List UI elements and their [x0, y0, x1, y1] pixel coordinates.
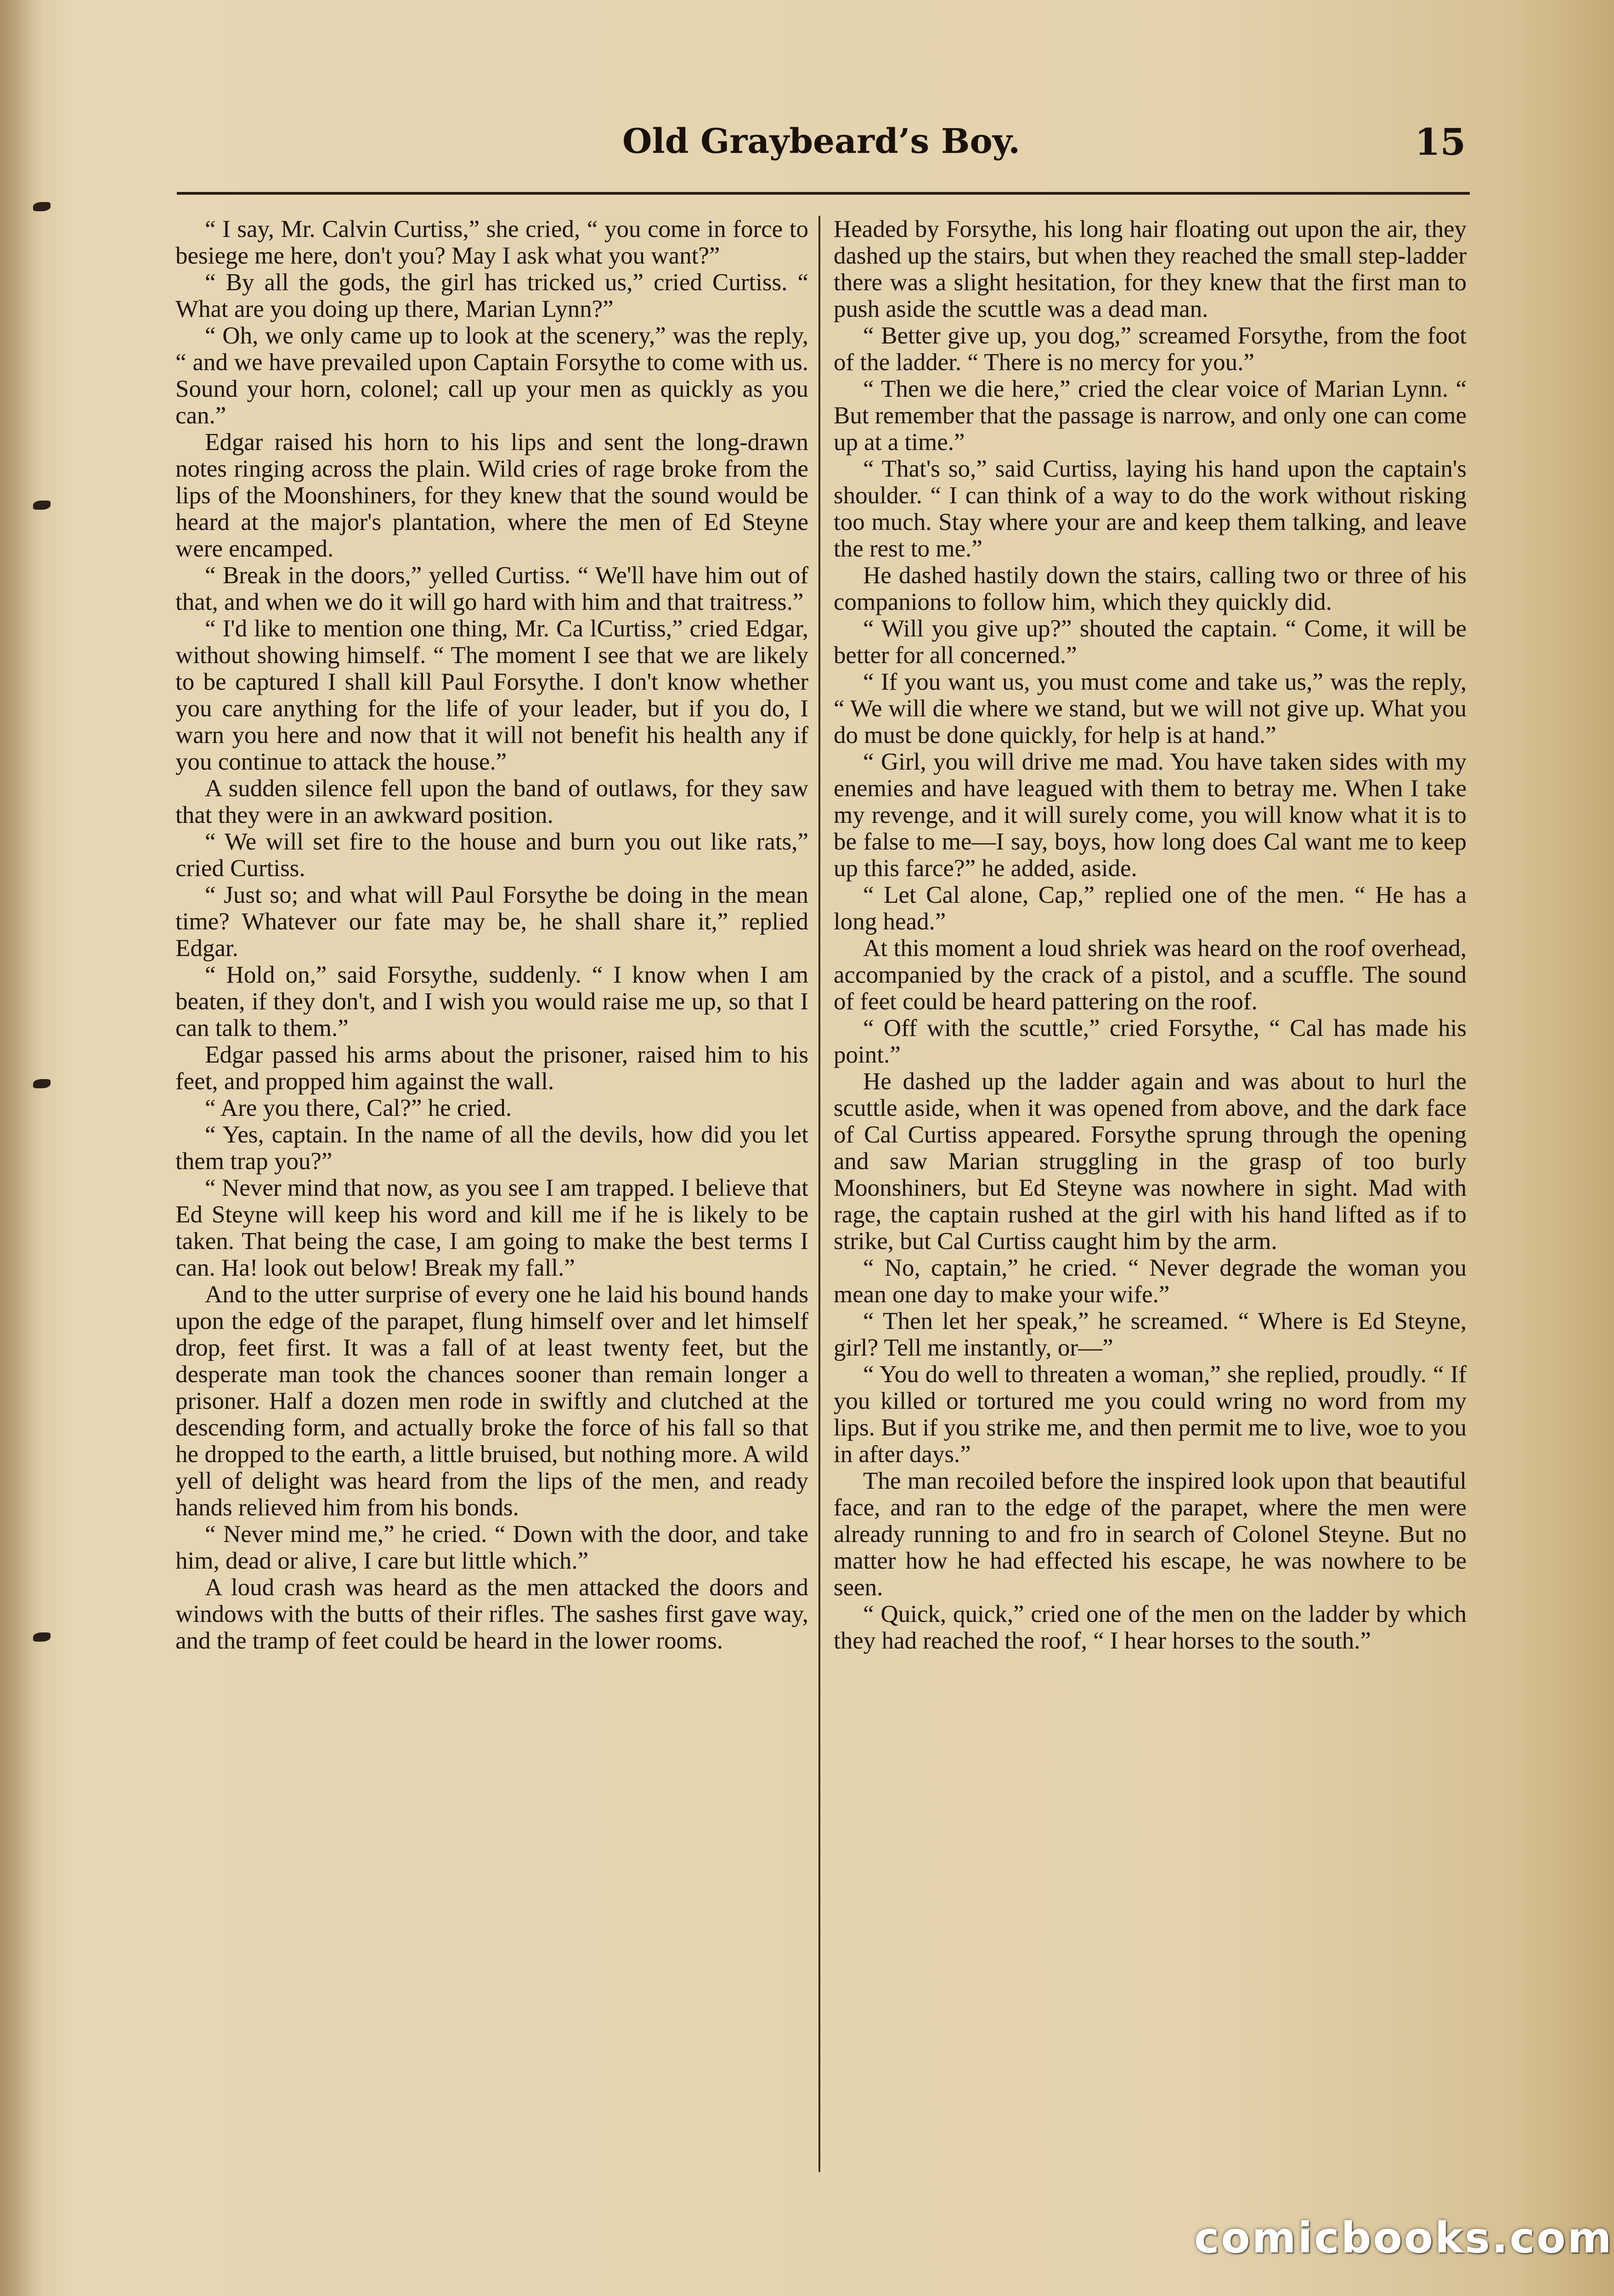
paragraph: “ Yes, captain. In the name of all the devils, how did you let them trap you?”: [175, 1121, 808, 1175]
paragraph: Edgar raised his horn to his lips and sent the long-drawn notes ringing across the plain. Wild cries of rage broke from the lips of the Moonshiners, for they knew that the sound would be heard at the major's plantation, where the men of Ed Steyne were encamped.: [175, 429, 808, 562]
paragraph: “ No, captain,” he cried. “ Never degrade the woman you mean one day to make your wife.”: [834, 1255, 1467, 1308]
paragraph: “ Let Cal alone, Cap,” replied one of the men. “ He has a long head.”: [834, 882, 1467, 935]
header-rule: [177, 192, 1470, 195]
paragraph: “ Never mind me,” he cried. “ Down with the door, and take him, dead or alive, I care but little which.”: [175, 1521, 808, 1574]
binding-stitch: [33, 202, 51, 211]
paragraph: “ Quick, quick,” cried one of the men on the ladder by which they had reached the roof, “ I hear horses to the south.”: [834, 1601, 1467, 1654]
paragraph: And to the utter surprise of every one he laid his bound hands upon the edge of the parapet, flung himself over and let himself drop, feet first. It was a fall of at least twenty feet, but the desperate man took the chances sooner than remain longer a prisoner. Half a dozen men rode in swiftly and clutched at the descending form, and actually broke the force of his fall so that he dropped to the earth, a little bruised, but nothing more. A wild yell of delight was heard from the lips of the men, and ready hands relieved him from his bonds.: [175, 1281, 808, 1521]
page-number: 15: [1415, 120, 1466, 163]
binding-shadow: [0, 0, 44, 2296]
binding-stitch: [33, 1632, 51, 1642]
paragraph: “ Will you give up?” shouted the captain. “ Come, it will be better for all concerned.”: [834, 615, 1467, 669]
paragraph: The man recoiled before the inspired look upon that beautiful face, and ran to the edge of the parapet, where the men were already running to and fro in search of Colonel Steyne. But no matter how he had effected his escape, he was nowhere to be seen.: [834, 1468, 1467, 1601]
paragraph: “ You do well to threaten a woman,” she replied, proudly. “ If you killed or tortured me you could wring no word from my lips. But if you strike me, and then permit me to live, woe to you in after days.”: [834, 1361, 1467, 1468]
column-divider: [818, 216, 820, 2172]
paragraph: Edgar passed his arms about the prisoner, raised him to his feet, and propped him against the wall.: [175, 1041, 808, 1095]
paragraph: He dashed up the ladder again and was about to hurl the scuttle aside, when it was opened from above, and the dark face of Cal Curtiss appeared. Forsythe sprung through the opening and saw Marian struggling in the grasp of too burly Moonshiners, but Ed Steyne was nowhere in sight. Mad with rage, the captain rushed at the girl with his hand lifted as if to strike, but Cal Curtiss caught him by the arm.: [834, 1068, 1467, 1255]
paragraph: At this moment a loud shriek was heard on the roof overhead, accompanied by the crack of a pistol, and a scuffle. The sound of feet could be heard pattering on the roof.: [834, 935, 1467, 1015]
paragraph: “ Better give up, you dog,” screamed Forsythe, from the foot of the ladder. “ There is no mercy for you.”: [834, 322, 1467, 376]
text-column-right: [834, 216, 1467, 1654]
paragraph: “ Are you there, Cal?” he cried.: [205, 1095, 512, 1121]
paragraph: “ I'd like to mention one thing, Mr. Ca lCurtiss,” cried Edgar, without showing himself. “ The moment I see that we are likely to be captured I shall kill Paul Forsythe. I don't know whether you care anything for the life of your leader, but if you do, I warn you here and now that it will not benefit his health any if you continue to attack the house.”: [175, 615, 808, 775]
paragraph: “ Then we die here,” cried the clear voice of Marian Lynn. “ But remember that the passage is narrow, and only one can come up at a time.”: [834, 376, 1467, 456]
paragraph: “ Hold on,” said Forsythe, suddenly. “ I know when I am beaten, if they don't, and I wish you would raise me up, so that I can talk to them.”: [175, 962, 808, 1041]
text-column-left: [175, 216, 808, 1654]
paragraph: He dashed hastily down the stairs, calling two or three of his companions to follow him, which they quickly did.: [834, 562, 1467, 615]
paragraph: “ Girl, you will drive me mad. You have taken sides with my enemies and have leagued with them to betray me. When I take my revenge, and it will surely come, you will know what it is to be false to me—I say, boys, how long does Cal want me to keep up this farce?” he added, aside.: [834, 748, 1467, 882]
paragraph: “ Off with the scuttle,” cried Forsythe, “ Cal has made his point.”: [834, 1015, 1467, 1068]
running-head-title: Old Graybeard’s Boy.: [622, 122, 1021, 161]
paragraph: “ Oh, we only came up to look at the scenery,” was the reply, “ and we have prevailed upon Captain Forsythe to come with us. Sound your horn, colonel; call up your men as quickly as you can.”: [175, 322, 808, 429]
paragraph: “ Just so; and what will Paul Forsythe be doing in the mean time? Whatever our fate may be, he shall share it,” replied Edgar.: [175, 882, 808, 962]
paragraph: “ That's so,” said Curtiss, laying his hand upon the captain's shoulder. “ I can think of a way to do the work without risking too much. Stay where your are and keep them talking, and leave the rest to me.”: [834, 456, 1467, 562]
paragraph: A loud crash was heard as the men attacked the doors and windows with the butts of their rifles. The sashes first gave way, and the tramp of feet could be heard in the lower rooms.: [175, 1574, 808, 1654]
paragraph: A sudden silence fell upon the band of outlaws, for they saw that they were in an awkward position.: [175, 775, 808, 828]
paragraph: “ If you want us, you must come and take us,” was the reply, “ We will die where we stand, but we will not give up. What you do must be done quickly, for help is at hand.”: [834, 669, 1467, 748]
paragraph: “ By all the gods, the girl has tricked us,” cried Curtiss. “ What are you doing up there, Marian Lynn?”: [175, 269, 808, 322]
paragraph: “ Then let her speak,” he screamed. “ Where is Ed Steyne, girl? Tell me instantly, or—”: [834, 1308, 1467, 1361]
paragraph: “ Break in the doors,” yelled Curtiss. “ We'll have him out of that, and when we do it will go hard with him and that traitress.”: [175, 562, 808, 615]
paragraph: “ We will set fire to the house and burn you out like rats,” cried Curtiss.: [175, 828, 808, 882]
watermark-text: comicbooks.com: [1194, 2213, 1614, 2262]
binding-stitch: [33, 501, 51, 510]
binding-stitch: [33, 1079, 51, 1088]
paragraph: “ Never mind that now, as you see I am trapped. I believe that Ed Steyne will keep his word and kill me if he is likely to be taken. That being the case, I am going to make the best terms I can. Ha! look out below! Break my fall.”: [175, 1175, 808, 1281]
paragraph: “ I say, Mr. Calvin Curtiss,” she cried, “ you come in force to besiege me here, don't you? May I ask what you want?”: [175, 216, 808, 269]
paragraph: Headed by Forsythe, his long hair floating out upon the air, they dashed up the stairs, but when they reached the small step-ladder there was a slight hesitation, for they knew that the first man to push aside the scuttle was a dead man.: [834, 216, 1467, 322]
